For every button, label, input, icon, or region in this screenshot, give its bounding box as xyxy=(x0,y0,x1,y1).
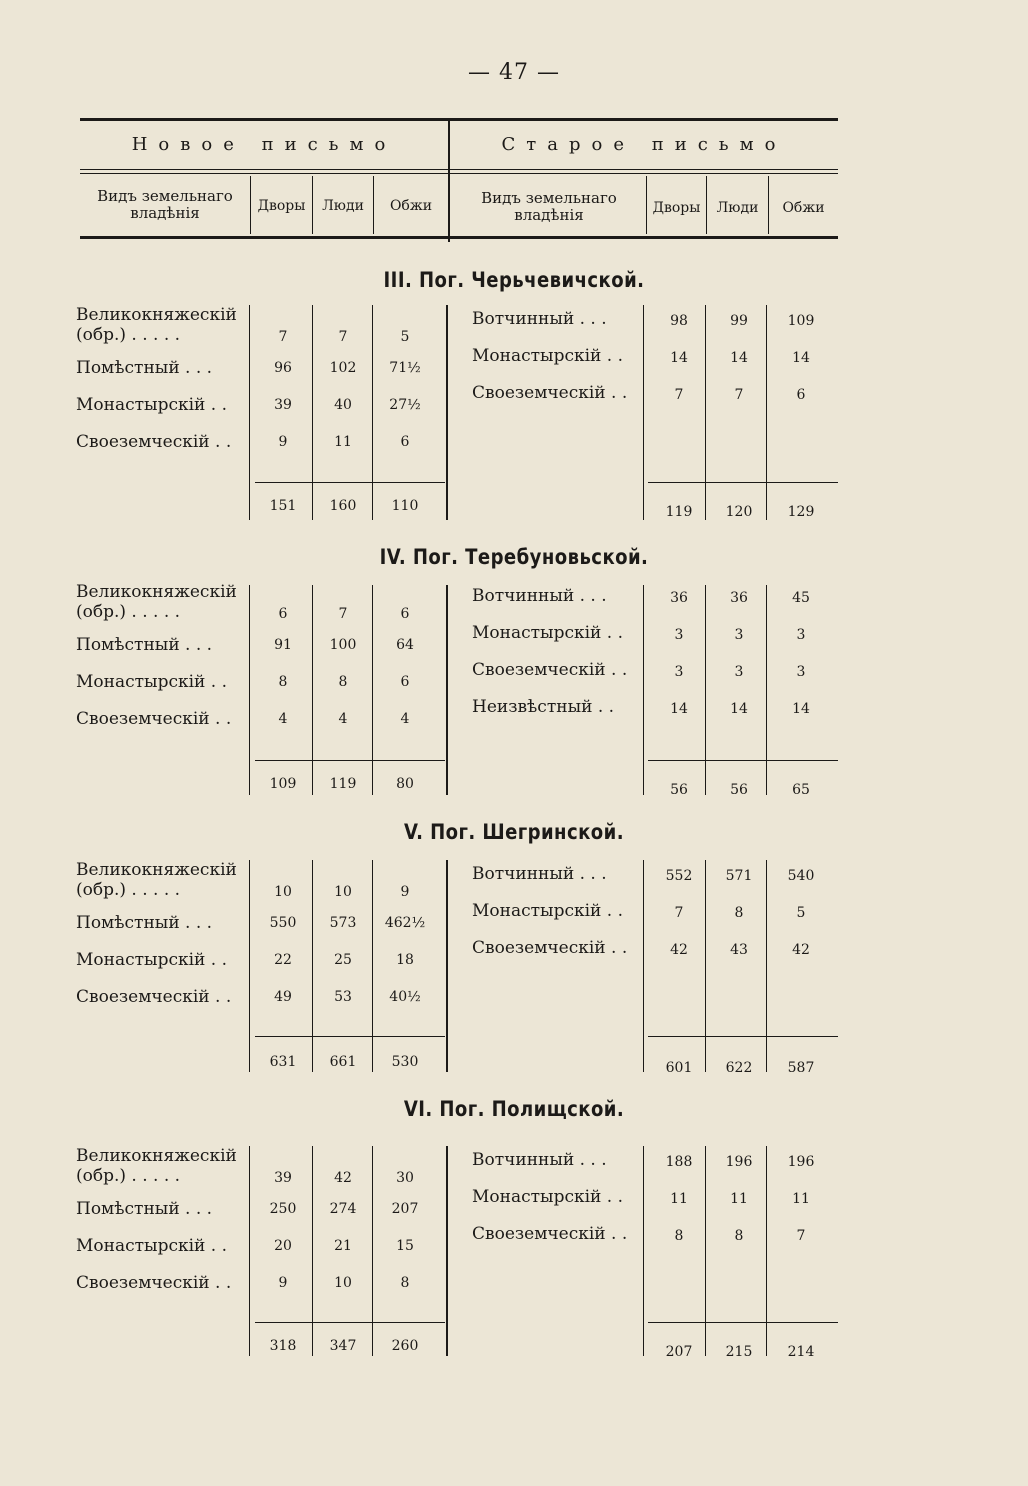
old-obzhi-value: 11 xyxy=(792,1191,810,1207)
new-col-people: Люди xyxy=(322,198,364,214)
page-number: — 47 — xyxy=(468,60,560,85)
old-obzhi-total: 65 xyxy=(792,782,810,798)
new-col-kind: Видъ земельнаго владѣнія xyxy=(97,187,233,222)
old-col-obzhi: Обжи xyxy=(782,200,825,216)
old-obzhi-value: 45 xyxy=(792,590,810,606)
old-people-value: 196 xyxy=(725,1154,753,1170)
old-people-value: 8 xyxy=(734,905,744,921)
old-sum-rule xyxy=(648,1036,838,1037)
new-people-value: 274 xyxy=(329,1201,357,1217)
header-top-rule xyxy=(80,118,838,121)
new-people-value: 102 xyxy=(329,360,357,376)
old-yards-value: 7 xyxy=(674,905,684,921)
old-row-label: Своеземческій . . xyxy=(472,938,628,958)
old-sum-rule xyxy=(648,760,838,761)
old-people-value: 7 xyxy=(734,387,744,403)
old-people-total: 56 xyxy=(730,782,748,798)
column-rule xyxy=(249,860,250,1072)
old-yards-value: 188 xyxy=(665,1154,693,1170)
old-obzhi-value: 3 xyxy=(796,627,806,643)
new-row-label: Великокняжескій (обр.) . . . . . xyxy=(76,305,237,345)
old-row-label: Вотчинный . . . xyxy=(472,864,607,884)
column-rule xyxy=(372,1146,373,1356)
old-obzhi-value: 14 xyxy=(792,350,810,366)
old-row-label: Своеземческій . . xyxy=(472,660,628,680)
new-yards-value: 7 xyxy=(278,329,288,345)
old-yards-value: 8 xyxy=(674,1228,684,1244)
new-obzhi-value: 18 xyxy=(396,952,414,968)
new-row-label: Своеземческій . . xyxy=(76,432,232,452)
column-rule xyxy=(766,305,767,520)
column-rule xyxy=(372,305,373,520)
old-yards-total: 207 xyxy=(665,1344,693,1360)
old-people-value: 14 xyxy=(730,701,748,717)
old-yards-value: 14 xyxy=(670,350,688,366)
old-obzhi-value: 42 xyxy=(792,942,810,958)
new-obzhi-value: 6 xyxy=(400,674,410,690)
section-title: V. Пог. Шегринской. xyxy=(403,820,625,844)
new-row-label: Великокняжескій (обр.) . . . . . xyxy=(76,582,237,622)
new-obzhi-value: 6 xyxy=(400,434,410,450)
new-yards-value: 49 xyxy=(274,989,292,1005)
new-yards-value: 10 xyxy=(274,884,292,900)
old-yards-value: 3 xyxy=(674,627,684,643)
old-row-label: Вотчинный . . . xyxy=(472,1150,607,1170)
new-row-label: Монастырскій . . xyxy=(76,950,227,970)
new-yards-total: 151 xyxy=(269,498,297,514)
old-people-total: 120 xyxy=(725,504,753,520)
old-obzhi-total: 129 xyxy=(787,504,815,520)
new-yards-value: 550 xyxy=(269,915,297,931)
column-rule xyxy=(705,1146,706,1356)
old-yards-value: 7 xyxy=(674,387,684,403)
new-people-value: 40 xyxy=(334,397,352,413)
new-row-label: Помѣстный . . . xyxy=(76,913,213,933)
old-yards-total: 601 xyxy=(665,1060,693,1076)
new-yards-value: 8 xyxy=(278,674,288,690)
new-people-value: 53 xyxy=(334,989,352,1005)
column-rule xyxy=(249,1146,250,1356)
new-obzhi-value: 40½ xyxy=(389,989,421,1005)
new-obzhi-value: 6 xyxy=(400,606,410,622)
new-row-label: Своеземческій . . xyxy=(76,987,232,1007)
old-people-value: 571 xyxy=(725,868,753,884)
new-yards-total: 109 xyxy=(269,776,297,792)
new-people-value: 100 xyxy=(329,637,357,653)
old-people-total: 215 xyxy=(725,1344,753,1360)
old-yards-value: 98 xyxy=(670,313,688,329)
old-row-label: Неизвѣстный . . xyxy=(472,697,615,717)
new-obzhi-value: 207 xyxy=(391,1201,419,1217)
old-obzhi-value: 540 xyxy=(787,868,815,884)
new-yards-value: 39 xyxy=(274,397,292,413)
center-divider xyxy=(446,585,448,795)
old-people-total: 622 xyxy=(725,1060,753,1076)
new-obzhi-value: 64 xyxy=(396,637,414,653)
new-obzhi-value: 8 xyxy=(400,1275,410,1291)
column-rule xyxy=(643,585,644,795)
old-yards-value: 42 xyxy=(670,942,688,958)
new-yards-value: 39 xyxy=(274,1170,292,1186)
section-title: III. Пог. Черьчевичской. xyxy=(383,268,645,292)
new-obzhi-value: 5 xyxy=(400,329,410,345)
new-people-value: 11 xyxy=(334,434,352,450)
old-obzhi-total: 587 xyxy=(787,1060,815,1076)
column-rule xyxy=(705,860,706,1072)
old-yards-value: 36 xyxy=(670,590,688,606)
old-people-value: 43 xyxy=(730,942,748,958)
column-rule xyxy=(372,860,373,1072)
new-row-label: Монастырскій . . xyxy=(76,672,227,692)
new-people-value: 573 xyxy=(329,915,357,931)
column-rule xyxy=(766,1146,767,1356)
old-obzhi-value: 196 xyxy=(787,1154,815,1170)
column-rule xyxy=(312,305,313,520)
old-yards-value: 552 xyxy=(665,868,693,884)
new-yards-value: 250 xyxy=(269,1201,297,1217)
new-obzhi-value: 15 xyxy=(396,1238,414,1254)
new-letter-heading: Новое письмо xyxy=(131,134,397,155)
old-yards-value: 11 xyxy=(670,1191,688,1207)
new-people-value: 21 xyxy=(334,1238,352,1254)
old-obzhi-value: 3 xyxy=(796,664,806,680)
new-sum-rule xyxy=(255,1322,445,1323)
column-rule xyxy=(643,1146,644,1356)
new-yards-value: 6 xyxy=(278,606,288,622)
column-rule xyxy=(312,1146,313,1356)
old-people-value: 3 xyxy=(734,664,744,680)
old-people-value: 8 xyxy=(734,1228,744,1244)
old-obzhi-total: 214 xyxy=(787,1344,815,1360)
new-yards-total: 631 xyxy=(269,1054,297,1070)
header-double-rule-2 xyxy=(80,173,838,174)
new-obzhi-value: 4 xyxy=(400,711,410,727)
section-title: IV. Пог. Теребуновьской. xyxy=(379,545,649,569)
center-divider xyxy=(446,305,448,520)
new-people-value: 7 xyxy=(338,606,348,622)
old-people-value: 14 xyxy=(730,350,748,366)
old-col-kind: Видъ земельнаго владѣнія xyxy=(481,189,617,224)
new-row-label: Своеземческій . . xyxy=(76,709,232,729)
header-double-rule-1 xyxy=(80,169,838,170)
new-obzhi-value: 71½ xyxy=(389,360,421,376)
column-rule xyxy=(372,585,373,795)
new-obzhi-value: 9 xyxy=(400,884,410,900)
new-row-label: Монастырскій . . xyxy=(76,1236,227,1256)
new-obzhi-total: 80 xyxy=(396,776,414,792)
old-col-people: Люди xyxy=(716,200,759,216)
column-rule xyxy=(705,585,706,795)
center-divider xyxy=(446,860,448,1072)
new-people-total: 661 xyxy=(329,1054,357,1070)
new-yards-value: 96 xyxy=(274,360,292,376)
new-sum-rule xyxy=(255,1036,445,1037)
new-col-obzhi: Обжи xyxy=(389,198,433,214)
new-col-yards: Дворы xyxy=(257,198,306,214)
new-row-label: Монастырскій . . xyxy=(76,395,227,415)
column-rule xyxy=(249,305,250,520)
new-row-label: Великокняжескій (обр.) . . . . . xyxy=(76,1146,237,1186)
new-people-value: 25 xyxy=(334,952,352,968)
old-letter-heading: Старое письмо xyxy=(501,134,787,155)
old-people-value: 99 xyxy=(730,313,748,329)
old-yards-value: 3 xyxy=(674,664,684,680)
column-rule xyxy=(312,585,313,795)
old-obzhi-value: 6 xyxy=(796,387,806,403)
new-obzhi-total: 110 xyxy=(391,498,419,514)
old-obzhi-value: 14 xyxy=(792,701,810,717)
new-row-label: Помѣстный . . . xyxy=(76,358,213,378)
new-yards-value: 4 xyxy=(278,711,288,727)
old-row-label: Монастырскій . . xyxy=(472,346,623,366)
new-people-value: 4 xyxy=(338,711,348,727)
new-obzhi-total: 530 xyxy=(391,1054,419,1070)
column-header-table xyxy=(80,118,838,242)
new-yards-value: 20 xyxy=(274,1238,292,1254)
old-obzhi-value: 5 xyxy=(796,905,806,921)
new-people-value: 7 xyxy=(338,329,348,345)
old-people-value: 3 xyxy=(734,627,744,643)
new-people-value: 10 xyxy=(334,1275,352,1291)
old-obzhi-value: 109 xyxy=(787,313,815,329)
column-rule xyxy=(766,585,767,795)
center-divider xyxy=(446,1146,448,1356)
new-row-label: Помѣстный . . . xyxy=(76,635,213,655)
header-bottom-rule xyxy=(80,236,838,239)
old-yards-total: 56 xyxy=(670,782,688,798)
old-yards-value: 14 xyxy=(670,701,688,717)
new-yards-value: 22 xyxy=(274,952,292,968)
column-rule xyxy=(643,305,644,520)
new-people-total: 160 xyxy=(329,498,357,514)
old-row-label: Своеземческій . . xyxy=(472,1224,628,1244)
new-yards-value: 91 xyxy=(274,637,292,653)
new-row-label: Великокняжескій (обр.) . . . . . xyxy=(76,860,237,900)
column-rule xyxy=(766,860,767,1072)
new-people-value: 8 xyxy=(338,674,348,690)
new-people-value: 10 xyxy=(334,884,352,900)
old-row-label: Монастырскій . . xyxy=(472,901,623,921)
new-obzhi-value: 462½ xyxy=(384,915,426,931)
column-rule xyxy=(705,305,706,520)
new-yards-value: 9 xyxy=(278,1275,288,1291)
old-row-label: Монастырскій . . xyxy=(472,623,623,643)
old-sum-rule xyxy=(648,482,838,483)
new-row-label: Своеземческій . . xyxy=(76,1273,232,1293)
old-col-yards: Дворы xyxy=(652,200,701,216)
column-rule xyxy=(249,585,250,795)
old-sum-rule xyxy=(648,1322,838,1323)
old-obzhi-value: 7 xyxy=(796,1228,806,1244)
old-row-label: Вотчинный . . . xyxy=(472,586,607,606)
new-obzhi-value: 27½ xyxy=(389,397,421,413)
column-rule xyxy=(643,860,644,1072)
section-title: VI. Пог. Полищской. xyxy=(403,1097,625,1121)
old-yards-total: 119 xyxy=(665,504,693,520)
new-row-label: Помѣстный . . . xyxy=(76,1199,213,1219)
new-yards-total: 318 xyxy=(269,1338,297,1354)
new-obzhi-value: 30 xyxy=(396,1170,414,1186)
new-people-total: 347 xyxy=(329,1338,357,1354)
old-people-value: 11 xyxy=(730,1191,748,1207)
new-obzhi-total: 260 xyxy=(391,1338,419,1354)
old-people-value: 36 xyxy=(730,590,748,606)
old-row-label: Монастырскій . . xyxy=(472,1187,623,1207)
old-row-label: Вотчинный . . . xyxy=(472,309,607,329)
new-people-total: 119 xyxy=(329,776,357,792)
old-row-label: Своеземческій . . xyxy=(472,383,628,403)
new-people-value: 42 xyxy=(334,1170,352,1186)
column-rule xyxy=(312,860,313,1072)
new-sum-rule xyxy=(255,482,445,483)
new-yards-value: 9 xyxy=(278,434,288,450)
new-sum-rule xyxy=(255,760,445,761)
